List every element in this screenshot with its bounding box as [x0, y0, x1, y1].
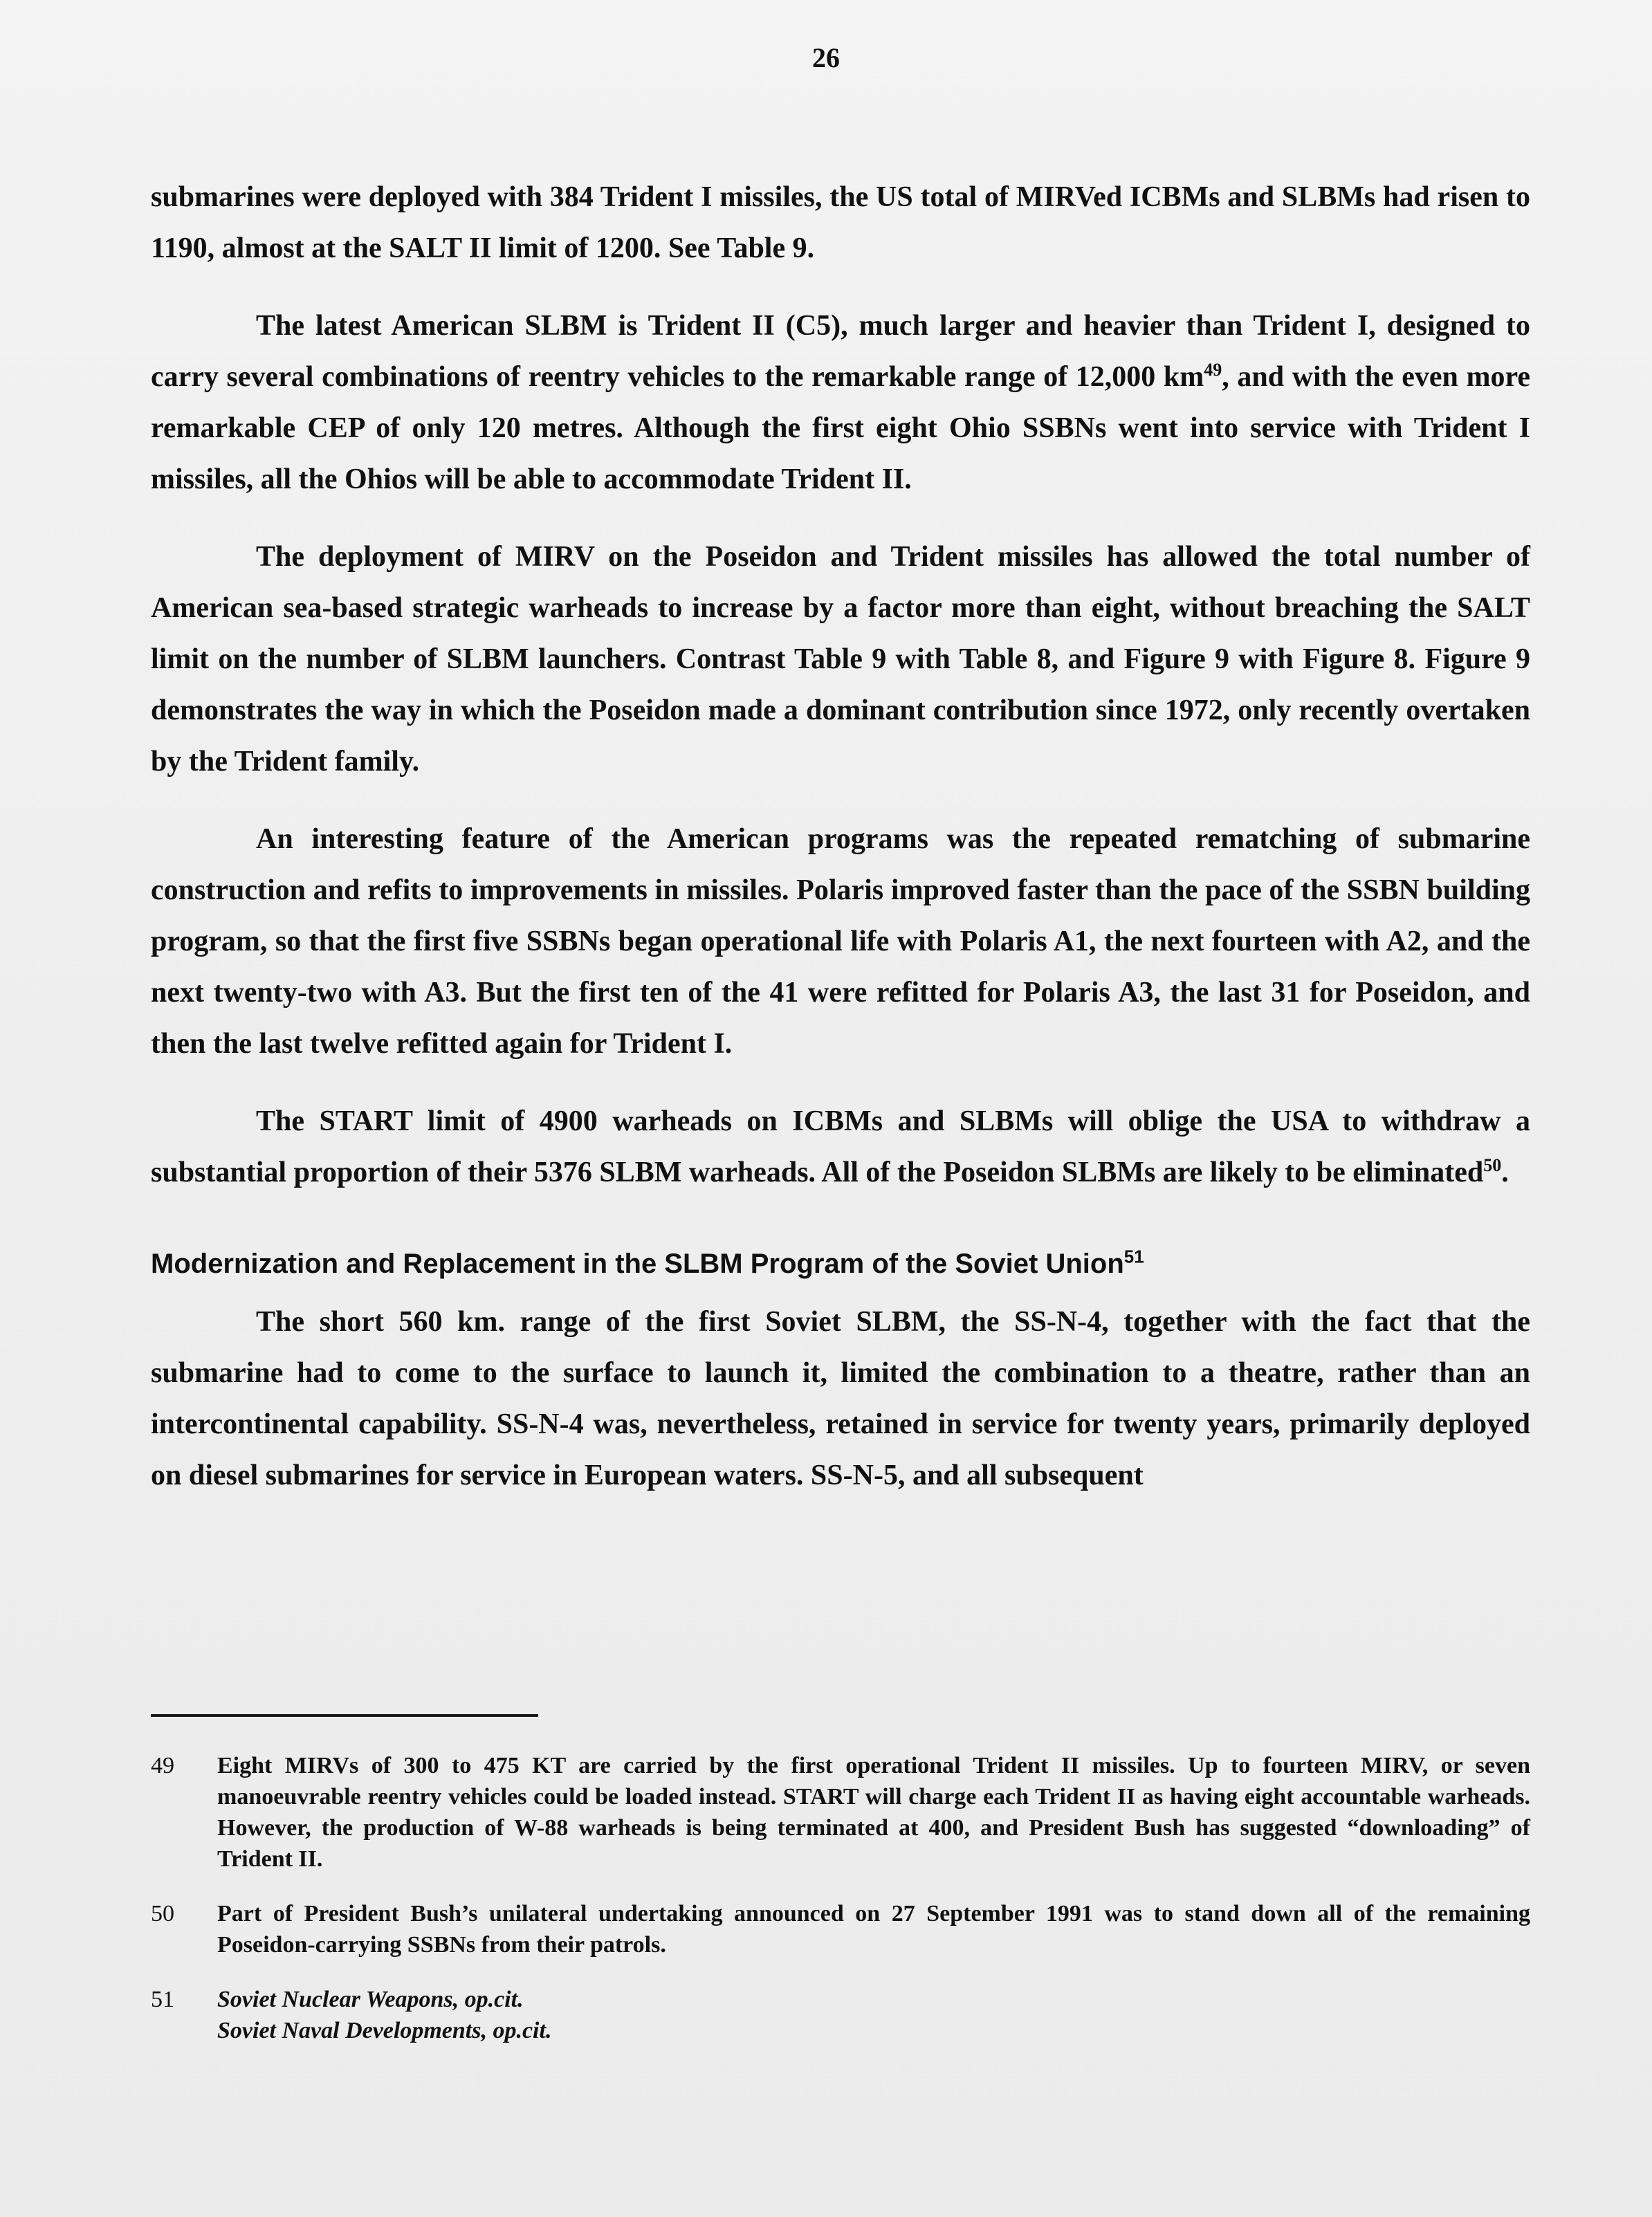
- paragraph-2: [151, 300, 1530, 505]
- paragraph-5-text: The START limit of 4900 warheads on ICBMs and SLBMs will oblige the USA to withdraw a substantial proportion of their 5376 SLBM warheads. All of the Poseidon SLBMs are likely to be eliminated: [151, 1105, 1530, 1188]
- paragraph-2-text-cont: , and with the even more remarkable CEP of only 120 metres. Although the first eight Ohio SSBNs went into service with Trident I missiles, all the Ohios will be able to accommodate Trident II.: [151, 361, 1531, 495]
- section-heading: [151, 1238, 1530, 1289]
- footnote-ref-51[interactable]: 51: [1123, 1246, 1144, 1267]
- footnote-citation: Soviet Nuclear Weapons, op.cit.: [217, 1987, 524, 2012]
- page-number: 26: [812, 42, 840, 73]
- footnotes: [151, 1750, 1530, 2070]
- body-text: [151, 172, 1530, 1527]
- footnote-49: [151, 1750, 1530, 1875]
- footnote-text: Eight MIRVs of 300 to 475 KT are carried by the first operational Trident II missiles. Up to fourteen MIRV, or seven manoeuvrable reentry vehicles could be loaded instead. START will charge each Trident II as having eight accountable warheads. However, the production of W-88 warheads is being terminated at 400, and President Bush has suggested “downloading” of Trident II.: [217, 1753, 1530, 1872]
- paragraph-soviet: The short 560 km. range of the first Soviet SLBM, the SS-N-4, together with the fact that the submarine had to come to the surface to launch it, limited the combination to a theatre, rather than an intercontinental capability. SS-N-4 was, nevertheless, retained in service for twenty years, primarily deployed on diesel submarines for service in European waters. SS-N-5, and all subsequent: [151, 1306, 1530, 1491]
- footnote-ref-49[interactable]: 49: [1204, 360, 1222, 380]
- footnote-number: 49: [151, 1753, 174, 1778]
- footnote-citation: Soviet Naval Developments, op.cit.: [217, 2018, 552, 2043]
- footnote-50: [151, 1898, 1530, 1960]
- footnote-ref-50[interactable]: 50: [1483, 1155, 1502, 1175]
- footnote-divider: [151, 1714, 538, 1717]
- paragraph-5-text-end: .: [1501, 1157, 1509, 1188]
- footnote-number: 51: [151, 1987, 174, 2012]
- footnote-51: [151, 1984, 1530, 2046]
- paragraph-3: The deployment of MIRV on the Poseidon and Trident missiles has allowed the total number of American sea-based strategic warheads to increase by a factor more than eight, without breaching the SALT limit on the number of SLBM launchers. Contrast Table 9 with Table 8, and Figure 9 with Figure 8. Figure 9 demonstrates the way in which the Poseidon made a dominant contribution since 1972, only recently overtaken by the Trident family.: [151, 541, 1530, 778]
- footnote-number: 50: [151, 1901, 174, 1926]
- paragraph-4: An interesting feature of the American programs was the repeated rematching of submarine construction and refits to improvements in missiles. Polaris improved faster than the pace of the SSBN building program, so that the first five SSBNs began operational life with Polaris A1, the next fourteen with A2, and the next twenty-two with A3. But the first ten of the 41 were refitted for Polaris A3, the last 31 for Poseidon, and then the last twelve refitted again for Trident I.: [151, 823, 1530, 1060]
- paragraph-5: [151, 1096, 1530, 1198]
- paragraph-2-text: The latest American SLBM is Trident II (C5), much larger and heavier than Trident I, designed to carry several combinations of reentry vehicles to the remarkable range of 12,000 km: [151, 310, 1530, 393]
- footnote-text: Part of President Bush’s unilateral undertaking announced on 27 September 1991 was to stand down all of the remaining Poseidon-carrying SSBNs from their patrols.: [217, 1901, 1530, 1958]
- paragraph-1: submarines were deployed with 384 Trident I missiles, the US total of MIRVed ICBMs and SLBMs had risen to 1190, almost at the SALT II limit of 1200. See Table 9.: [151, 181, 1530, 264]
- section-heading-text: Modernization and Replacement in the SLBM Program of the Soviet Union: [151, 1249, 1124, 1279]
